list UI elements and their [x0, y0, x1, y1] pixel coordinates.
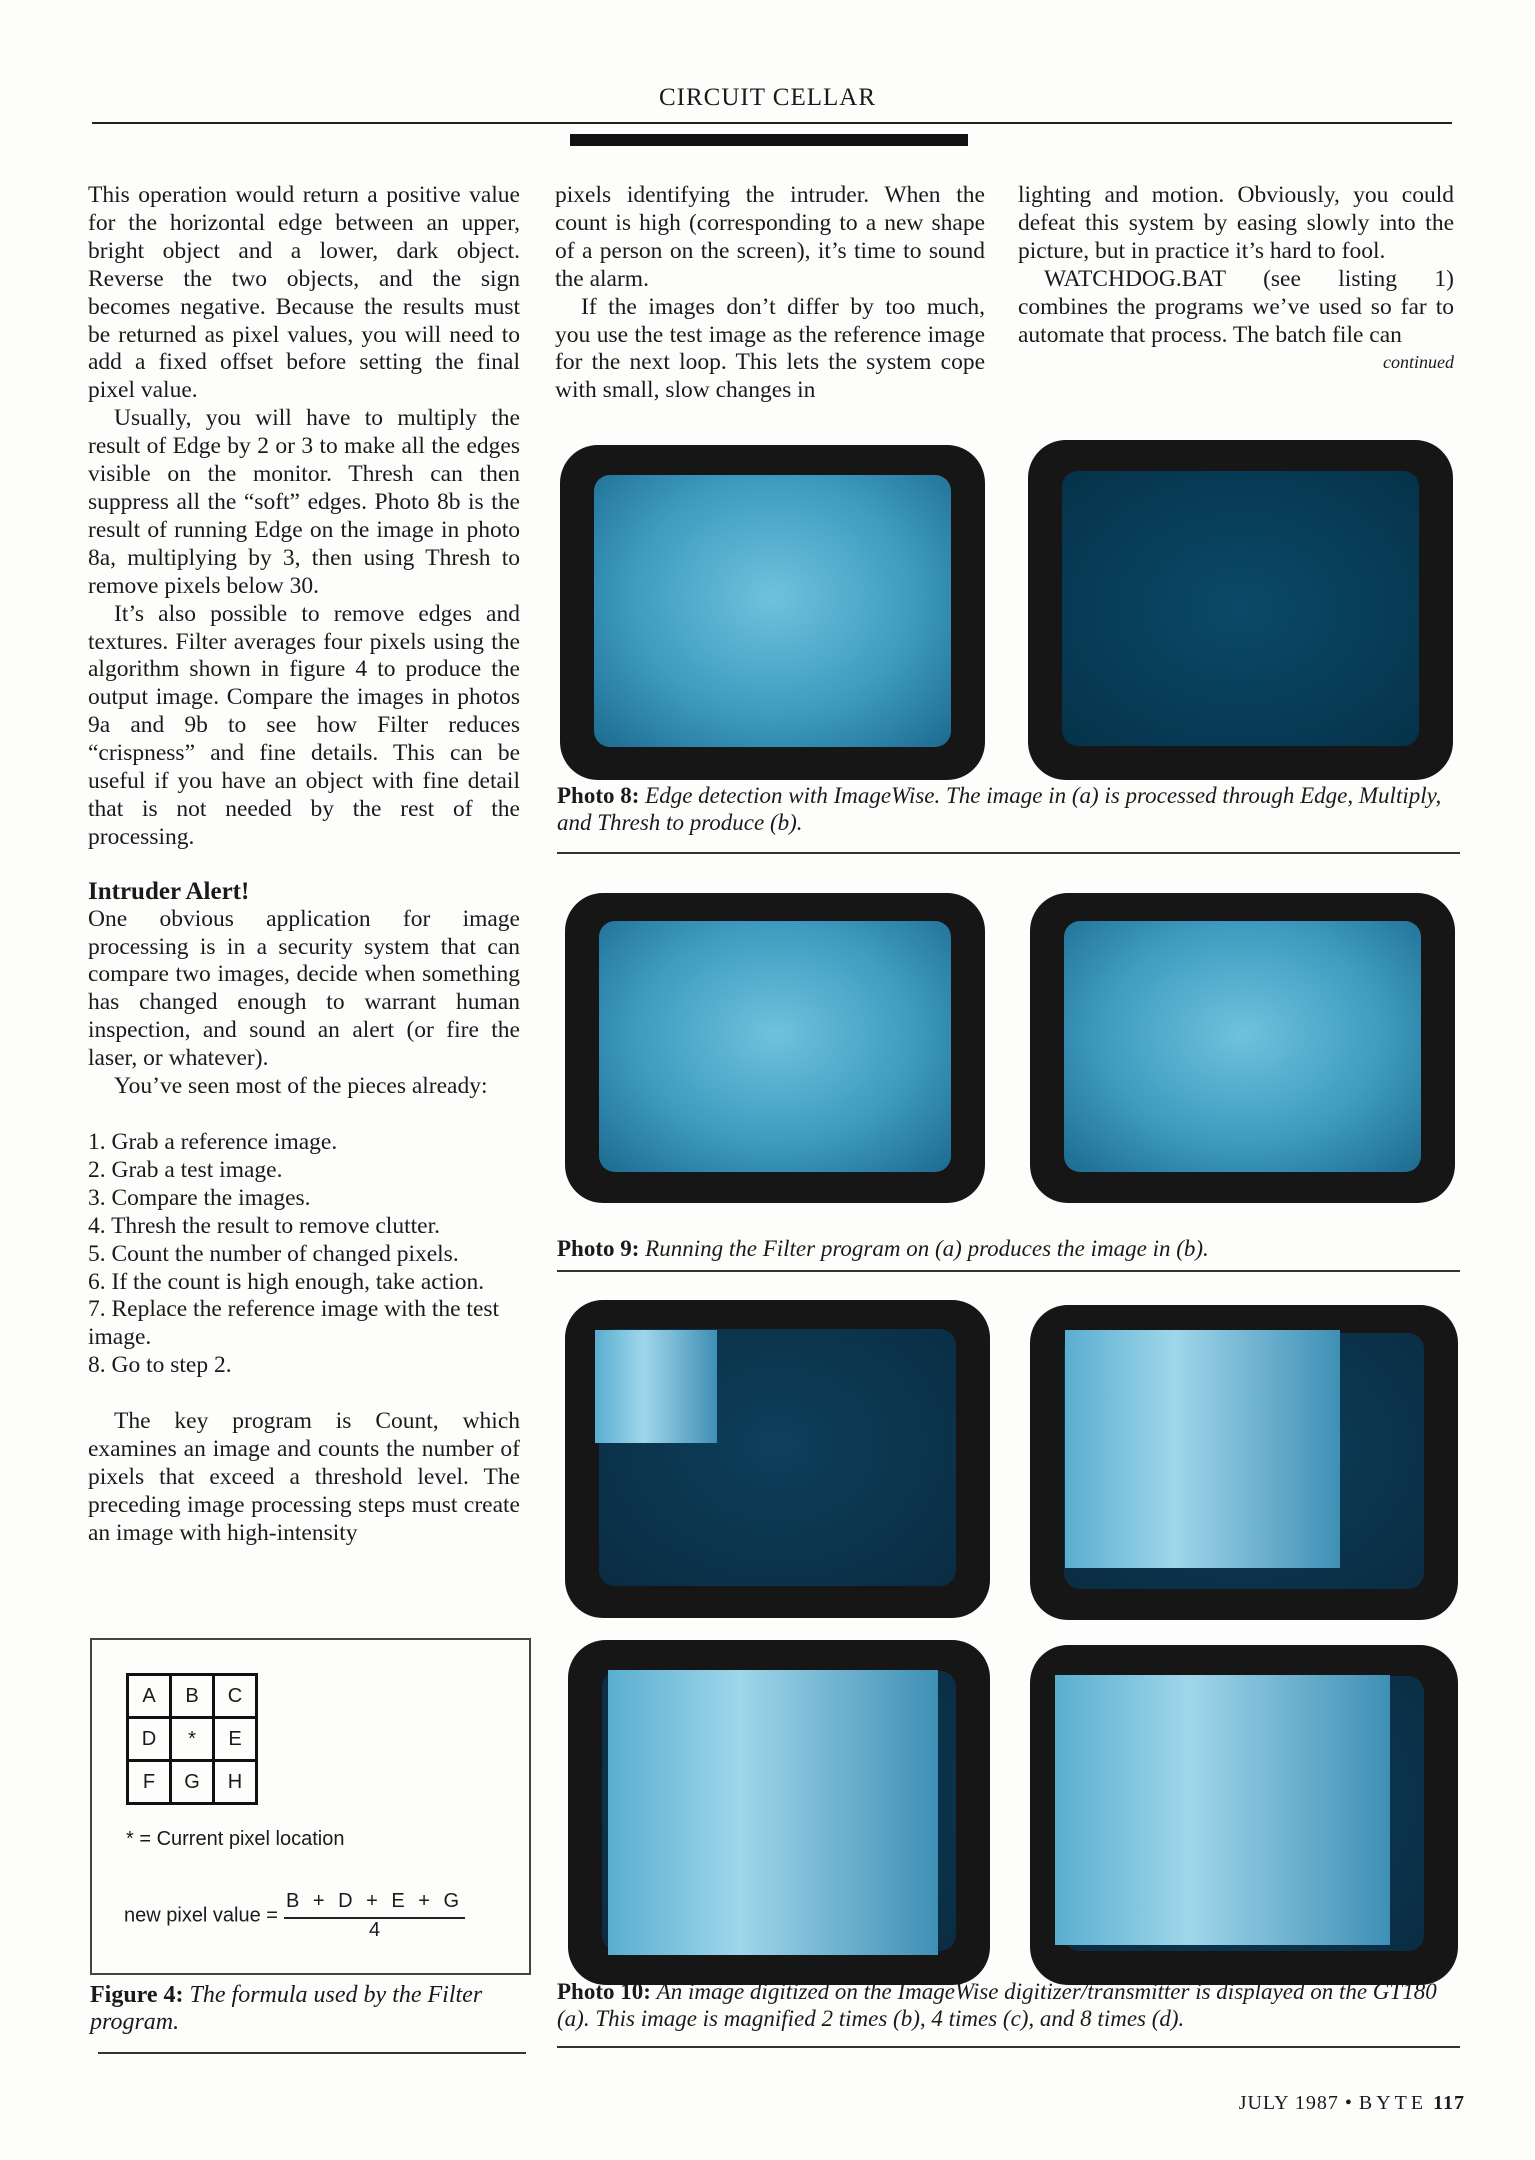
page-footer: JULY 1987 • BYTE 117 [1238, 2092, 1465, 2114]
grid-cell: C [214, 1675, 257, 1718]
list-item: 4. Thresh the result to remove clutter. [88, 1212, 440, 1239]
photo-10c [568, 1640, 990, 1985]
paragraph: It’s also possible to remove edges and textures. Filter averages four pixels using the algorithm shown in figure 4 to produce the output image. Compare the images in photos 9a and 9b to see how Filter reduces “crispness” and fine details. This can be useful if you have an object with fine detail that is not needed by the rest of the processing. [88, 600, 520, 850]
pixel-grid [126, 1673, 258, 1805]
column-3 [1018, 182, 1454, 377]
caption-rule [557, 1270, 1460, 1272]
photo-9-caption: Photo 9: Running the Filter program on (a) produces the image in (b). [557, 1236, 1209, 1261]
numerator: B + D + E + G [284, 1890, 465, 1919]
column-1 [88, 182, 520, 1548]
photo-8-caption: Photo 8: Edge detection with ImageWise. The image in (a) is processed through Edge, Multiply, and Thresh to produce (b). [557, 783, 1442, 835]
figure-4-caption: Figure 4: The formula used by the Filter program. [90, 1982, 483, 2035]
grid-cell: E [214, 1718, 257, 1761]
list-item: 8. Go to step 2. [88, 1352, 232, 1379]
paragraph: If the images don’t differ by too much, you use the test image as the reference image for the next loop. This lets the system cope with small, slow changes in [555, 293, 985, 404]
header-rule [92, 122, 1452, 124]
photo-10d [1030, 1645, 1458, 1985]
caption-rule [98, 2052, 526, 2054]
photo-10a [565, 1300, 990, 1618]
caption-rule [557, 852, 1460, 854]
photo-9b [1030, 893, 1455, 1203]
grid-cell: D [128, 1718, 171, 1761]
paragraph: You’ve seen most of the pieces already: [114, 1073, 488, 1100]
photo-8a [560, 445, 985, 780]
section-header: CIRCUIT CELLAR [658, 84, 876, 111]
list-item: 1. Grab a reference image. [88, 1129, 338, 1155]
section-heading: Intruder Alert! [88, 877, 250, 905]
steps-list [88, 1129, 520, 1380]
paragraph: pixels identifying the intruder. When the count is high (corresponding to a new shape of a person on the screen), it’s time to sound the alarm. [555, 182, 985, 292]
paragraph: lighting and motion. Obviously, you could defeat this system by easing slowly into the picture, but in practice it’s hard to fool. [1018, 182, 1454, 264]
list-item: 2. Grab a test image. [88, 1156, 283, 1183]
paragraph: Usually, you will have to multiply the result of Edge by 2 or 3 to make all the edges visible on the monitor. Thresh can then suppress all the “soft” edges. Photo 8b is the result of running Edge on the image in photo 8a, multiplying by 3, then using Thresh to remove pixels below 30. [88, 405, 520, 599]
column-2 [555, 182, 985, 405]
grid-cell: G [171, 1761, 214, 1804]
list-item: 6. If the count is high enough, take action. [88, 1268, 485, 1295]
grid-legend: * = Current pixel location [126, 1828, 345, 1850]
grid-cell: F [128, 1761, 171, 1804]
paragraph: WATCHDOG.BAT (see listing 1) combines the programs we’ve used so far to automate that process. The batch file can [1018, 265, 1454, 348]
list-item: 5. Count the number of changed pixels. [88, 1240, 459, 1267]
paragraph: This operation would return a positive value for the horizontal edge between an upper, bright object and a lower, dark object. Reverse the two objects, and the sign becomes negative. Because the results must be returned as pixel values, you will need to add a fixed offset before setting the final pixel value. [88, 182, 520, 404]
grid-cell: * [171, 1718, 214, 1761]
list-item: 3. Compare the images. [88, 1184, 311, 1211]
denominator: 4 [368, 1919, 381, 1941]
photo-10b [1030, 1305, 1458, 1620]
caption-rule [557, 2046, 1460, 2048]
paragraph: The key program is Count, which examines an image and counts the number of pixels that exceed a threshold level. The preceding image processing steps must create an image with high-intensity [88, 1408, 520, 1546]
photo-8b [1028, 440, 1453, 780]
grid-cell: B [171, 1675, 214, 1718]
continued-note: continued [1383, 352, 1454, 373]
photo-10-caption: Photo 10: An image digitized on the ImageWise digitizer/transmitter is displayed on the GT180 (a). This image is magnified 2 times (b), 4 times (c), and 8 times (d). [557, 1979, 1437, 2031]
figure-4 [90, 1638, 531, 1975]
photo-9a [565, 893, 985, 1203]
formula-lhs: new pixel value = [124, 1904, 278, 1927]
list-item: 7. Replace the reference image with the test image. [88, 1296, 500, 1351]
grid-cell: H [214, 1761, 257, 1804]
header-bar [570, 134, 968, 146]
paragraph: One obvious application for image processing is in a security system that can compare two images, decide when something has changed enough to warrant human inspection, and sound an alert (or fire the laser, or whatever). [88, 905, 520, 1072]
formula [124, 1890, 465, 1942]
grid-cell: A [128, 1675, 171, 1718]
